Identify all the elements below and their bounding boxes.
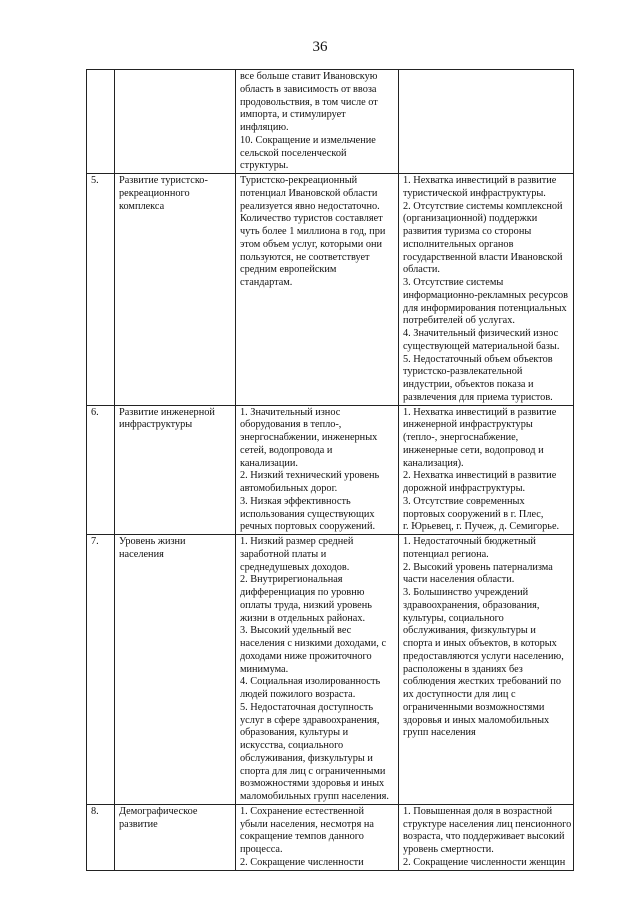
- text-line: процесса.: [240, 844, 283, 855]
- text-line: сельской поселенческой: [240, 147, 347, 159]
- text-line: 3. Отсутствие системы: [403, 277, 504, 288]
- text-line: жизни в отдельных районах.: [240, 612, 366, 624]
- factors-cell: [399, 804, 574, 870]
- text-line: инженерной инфраструктуры: [403, 419, 533, 431]
- text-line: туристической инфраструктуры.: [403, 187, 546, 199]
- text-line: заработной платы и: [240, 548, 327, 560]
- text-line: пользуются, не соответствует: [240, 251, 370, 263]
- text-line: Демографическое: [119, 805, 198, 817]
- text-line: уровень смертности.: [403, 844, 494, 855]
- text-line: развлечения для приема туристов.: [403, 391, 553, 403]
- problems-cell: [236, 174, 399, 406]
- text-line: Туристско-рекреационный: [240, 175, 358, 186]
- text-line: для информирования потенциальных: [403, 302, 567, 314]
- text-line: части населения области.: [403, 574, 515, 586]
- text-line: ограниченными возможностями: [403, 701, 545, 713]
- text-line: импорта, и стимулирует: [240, 109, 346, 121]
- text-line: предоставляются услуги населению,: [403, 650, 564, 662]
- problems-cell: [236, 70, 399, 174]
- text-line: 1. Нехватка инвестиций в развитие: [403, 406, 557, 418]
- table-row: [87, 405, 574, 535]
- text-line: портовых сооружений в г. Плес,: [403, 508, 544, 520]
- text-line: чуть более 1 миллиона в год, при: [240, 226, 386, 237]
- text-line: маломобильных групп населения.: [240, 791, 389, 802]
- text-line: канализация).: [403, 457, 464, 469]
- text-line: соблюдения жестких требований по: [403, 676, 562, 688]
- text-line: обслуживания, физкультуры и: [240, 752, 373, 764]
- problems-cell: [236, 405, 399, 535]
- text-line: 1. Нехватка инвестиций в развитие: [403, 175, 557, 186]
- factors-cell: [399, 405, 574, 535]
- text-line: людей пожилого возраста.: [240, 689, 356, 700]
- text-line: образования, культуры и: [240, 727, 349, 739]
- text-line: (тепло-, энергоснабжение,: [403, 432, 519, 443]
- text-line: 4. Значительный физический износ: [403, 328, 559, 339]
- row-number: 8.: [87, 804, 115, 870]
- row-number: 6.: [87, 405, 115, 535]
- section-name-cell: [115, 535, 236, 805]
- text-line: речных портовых сооружений.: [240, 521, 376, 533]
- text-line: государственной власти Ивановской: [403, 251, 563, 263]
- text-line: потребителей об услугах.: [403, 315, 515, 327]
- text-line: инфраструктуры: [119, 419, 193, 431]
- text-line: дифференциация по уровню: [240, 587, 365, 598]
- text-line: 1. Значительный износ: [240, 406, 341, 418]
- row-number: 5.: [87, 174, 115, 406]
- text-line: области.: [403, 264, 440, 276]
- text-line: 3. Отсутствие современных: [403, 495, 525, 507]
- section-name-cell: [115, 70, 236, 174]
- problems-table: [86, 69, 574, 871]
- text-line: населения с низкими доходами, с: [240, 638, 387, 649]
- text-line: автомобильных дорог.: [240, 483, 338, 494]
- text-line: потенциал Ивановской области: [240, 187, 378, 199]
- text-line: здоровья и иных маломобильных: [403, 714, 550, 726]
- text-line: индустрии, объектов показа и: [403, 379, 534, 390]
- text-line: этом объем услуг, которыми они: [240, 238, 382, 250]
- text-line: исполнительных органов: [403, 238, 514, 250]
- text-line: Развитие туристско-: [119, 175, 208, 186]
- text-line: г. Юрьевец, г. Пучеж, д. Семигорье.: [403, 521, 560, 533]
- text-line: минимума.: [240, 663, 289, 675]
- text-line: 10. Сокращение и измельчение: [240, 134, 376, 146]
- text-line: комплекса: [119, 200, 165, 212]
- text-line: обслуживания, физкультуры и: [403, 625, 536, 637]
- text-line: Уровень жизни: [119, 536, 186, 547]
- factors-cell: [399, 70, 574, 174]
- text-line: здравоохранения, образования,: [403, 599, 540, 611]
- text-line: Количество туристов составляет: [240, 213, 383, 225]
- table-row: [87, 174, 574, 406]
- text-line: 2. Сокращение численности: [240, 856, 364, 868]
- text-line: оплаты труда, низкий уровень: [240, 599, 372, 611]
- text-line: 1. Сохранение естественной: [240, 805, 365, 817]
- text-line: населения: [119, 548, 164, 560]
- text-line: развитие: [119, 818, 158, 830]
- text-line: все больше ставит Ивановскую: [240, 71, 378, 82]
- problems-cell: [236, 535, 399, 805]
- text-line: услуг в сфере здравоохранения,: [240, 714, 380, 726]
- text-line: средним европейским: [240, 264, 337, 276]
- text-line: 3. Высокий удельный вес: [240, 625, 352, 637]
- text-line: 1. Низкий размер средней: [240, 536, 354, 547]
- row-number: [87, 70, 115, 174]
- text-line: групп населения: [403, 727, 476, 739]
- text-line: продовольствия, в том числе от: [240, 96, 378, 108]
- text-line: убыли населения, несмотря на: [240, 818, 374, 830]
- page-number: 36: [312, 39, 328, 55]
- text-line: расположены в зданиях без: [403, 663, 523, 675]
- text-line: Развитие инженерной: [119, 406, 215, 418]
- text-line: инженерные сети, водопровод и: [403, 444, 544, 456]
- text-line: их доступности для лиц с: [403, 689, 516, 700]
- text-line: 2. Внутрирегиональная: [240, 574, 343, 586]
- text-line: доходами ниже прожиточного: [240, 650, 372, 662]
- text-line: область в зависимость от ввоза: [240, 83, 377, 95]
- text-line: сокращение темпов данного: [240, 831, 364, 843]
- text-line: 5. Недостаточный объем объектов: [403, 353, 553, 365]
- text-line: спорта для лиц с ограниченными: [240, 765, 386, 777]
- table-row: [87, 804, 574, 870]
- text-line: существующей материальной базы.: [403, 340, 560, 352]
- text-line: 3. Низкая эффективность: [240, 495, 351, 507]
- text-line: 3. Большинство учреждений: [403, 587, 529, 598]
- text-line: потенциал региона.: [403, 548, 489, 560]
- text-line: структуре населения лиц пенсионного: [403, 818, 572, 830]
- text-line: спорта и иных объектов, в которых: [403, 638, 557, 649]
- text-line: 2. Низкий технический уровень: [240, 470, 380, 482]
- text-line: возможностями здоровья и иных: [240, 778, 385, 790]
- text-line: использования существующих: [240, 508, 375, 520]
- factors-cell: [399, 535, 574, 805]
- text-line: структуры.: [240, 160, 289, 172]
- section-name-cell: [115, 405, 236, 535]
- text-line: стандартам.: [240, 277, 293, 288]
- problems-cell: [236, 804, 399, 870]
- text-line: канализации.: [240, 457, 298, 469]
- text-line: 1. Недостаточный бюджетный: [403, 536, 536, 547]
- text-line: среднедушевых доходов.: [240, 561, 350, 573]
- section-name-cell: [115, 174, 236, 406]
- text-line: сетей, водопровода и: [240, 444, 333, 456]
- text-line: (организационной) поддержки: [403, 213, 538, 225]
- text-line: 5. Недостаточная доступность: [240, 701, 374, 713]
- text-line: информационно-рекламных ресурсов: [403, 289, 569, 301]
- text-line: 4. Социальная изолированность: [240, 676, 381, 688]
- text-line: реализуется явно недостаточно.: [240, 200, 380, 212]
- text-line: возраста, что поддерживает высокий: [403, 831, 565, 843]
- text-line: дорожной инфраструктуры.: [403, 483, 526, 494]
- text-line: 2. Высокий уровень патернализма: [403, 561, 553, 573]
- text-line: 2. Отсутствие системы комплексной: [403, 200, 563, 212]
- text-line: оборудования в тепло-,: [240, 419, 342, 431]
- text-line: 1. Повышенная доля в возрастной: [403, 805, 553, 817]
- text-line: 2. Сокращение численности женщин: [403, 856, 566, 868]
- text-line: туристско-развлекательной: [403, 366, 523, 378]
- text-line: 2. Нехватка инвестиций в развитие: [403, 470, 557, 482]
- text-line: культуры, социального: [403, 612, 504, 624]
- factors-cell: [399, 174, 574, 406]
- text-line: рекреационного: [119, 187, 190, 199]
- text-line: искусства, социального: [240, 740, 344, 751]
- section-name-cell: [115, 804, 236, 870]
- table-row: [87, 535, 574, 805]
- table-row: [87, 70, 574, 174]
- text-line: инфляцию.: [240, 122, 289, 133]
- text-line: энергоснабжении, инженерных: [240, 432, 378, 443]
- row-number: 7.: [87, 535, 115, 805]
- text-line: развития туризма со стороны: [403, 226, 532, 237]
